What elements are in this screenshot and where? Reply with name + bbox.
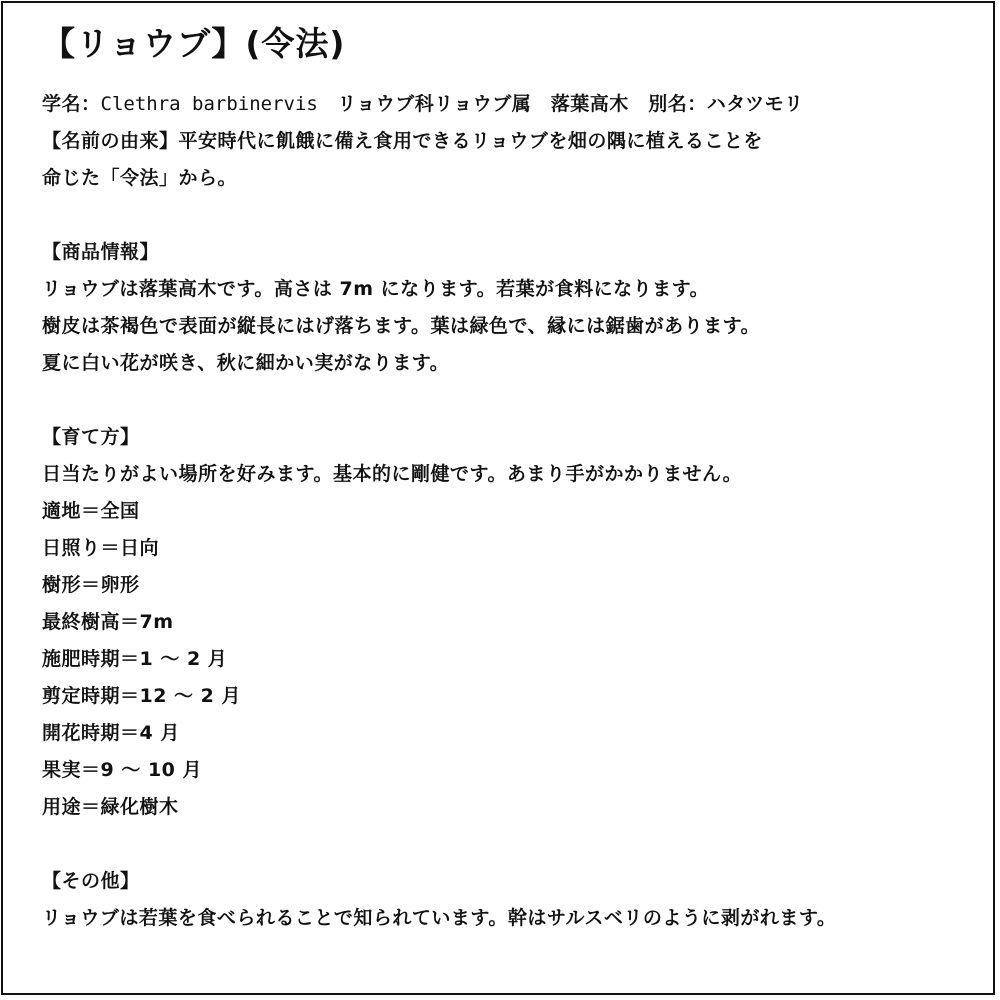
product-info-line: 樹皮は茶褐色で表面が縦長にはげ落ちます。葉は緑色で、縁には鋸歯があります。 [42,315,761,337]
scientific-name: Clethra barbinervis [100,93,318,115]
care-usage: 用途＝緑化樹木 [42,796,179,818]
care-sunlight: 日照り＝日向 [42,537,160,559]
name-origin-line-2: 命じた「令法」から。 [42,167,238,189]
other-heading: 【その他】 [42,870,140,892]
care-fruit-period: 果実＝9 ～ 10 月 [42,759,203,781]
product-info-line: リョウブは落葉高木です。高さは 7m になります。若葉が食料になります。 [42,278,710,300]
spacer [42,197,970,234]
family-and-alias: リョウブ科リョウブ属 落葉高木 別名：ハタツモリ [317,93,804,115]
care-flowering-period: 開花時期＝4 月 [42,722,180,744]
care-line: 日当たりがよい場所を好みます。基本的に剛健です。あまり手がかかりません。 [42,463,743,485]
other-line: リョウブは若葉を食べられることで知られています。幹はサルスベリのように剥がれます。 [42,907,837,929]
scientific-label: 学名： [42,93,101,115]
care-suitable-region: 適地＝全国 [42,500,140,522]
care-heading: 【育て方】 [42,426,140,448]
care-pruning-period: 剪定時期＝12 ～ 2 月 [42,685,242,707]
care-tree-shape: 樹形＝卵形 [42,574,140,596]
document-body [42,22,970,937]
care-final-height: 最終樹高＝7m [42,611,174,633]
spacer [42,826,970,863]
spacer [42,382,970,419]
page-title: 【リョウブ】(令法) [42,24,346,63]
care-fertilizing-period: 施肥時期＝1 ～ 2 月 [42,648,228,670]
product-info-heading: 【商品情報】 [42,241,160,263]
scientific-name-line [42,86,970,123]
name-origin-line-1: 【名前の由来】平安時代に飢餓に備え食用できるリョウブを畑の隅に植えることを [42,130,763,152]
product-info-line: 夏に白い花が咲き、秋に細かい実がなります。 [42,352,450,374]
